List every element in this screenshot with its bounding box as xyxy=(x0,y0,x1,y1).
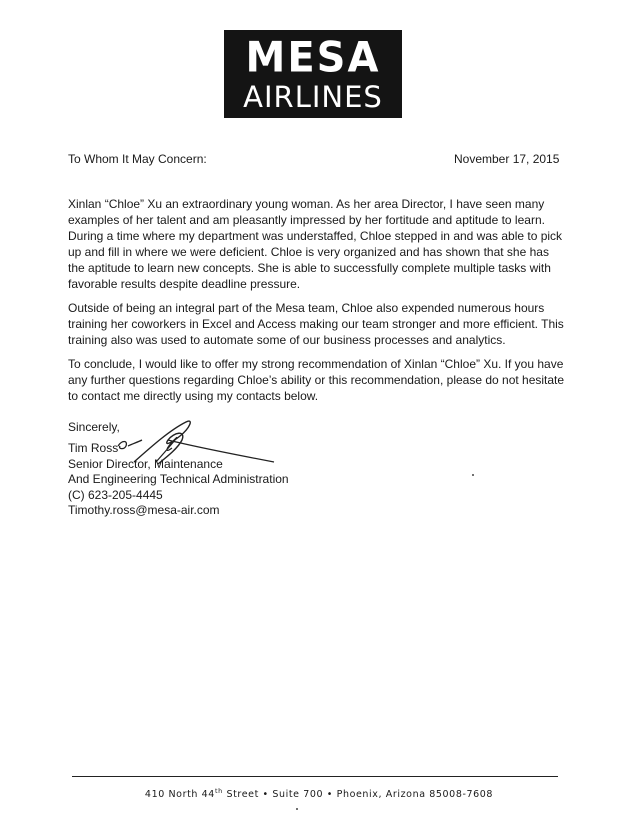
footer-address-number: 410 North 44 xyxy=(144,789,215,801)
salutation: To Whom It May Concern: xyxy=(68,152,207,166)
body-paragraph-1: Xinlan “Chloe” Xu an extraordinary young woman. As her area Director, I have seen many examples of her talent and am pleasantly impressed by her fortitude and aptitude to learn. During a time where my department was understaffed, Chloe stepped in and was able to pick up and fill in where we were deficient. Chloe is very organized and has shown that she has the aptitude to learn new concepts. She is able to successfully complete multiple tasks with favorable results despite deadline pressure. xyxy=(68,197,563,291)
footer-address xyxy=(0,787,638,800)
closing-line: Sincerely, xyxy=(68,420,120,434)
logo-line-2: AIRLINES xyxy=(243,80,383,114)
scan-speck xyxy=(296,808,298,810)
letter-body xyxy=(68,196,568,412)
signer-email: Timothy.ross@mesa-air.com xyxy=(68,503,220,517)
signer-department: And Engineering Technical Administration xyxy=(68,472,289,486)
logo-line-1: MESA xyxy=(245,33,381,83)
footer-address-superscript: th xyxy=(214,787,223,795)
signer-name: Tim Ross xyxy=(68,441,119,455)
footer-address-rest: Street • Suite 700 • Phoenix, Arizona 85008-7608 xyxy=(222,789,494,801)
signer-phone: (C) 623-205-4445 xyxy=(68,487,163,502)
handwritten-signature xyxy=(112,416,277,472)
letter-date: November 17, 2015 xyxy=(454,152,560,166)
body-paragraph-3: To conclude, I would like to offer my strong recommendation of Xinlan “Chloe” Xu. If you have any further questions regarding Chloe’s ability or this recommendation, please do not hesitate to contact me directly using my contacts below. xyxy=(68,357,565,403)
scan-speck xyxy=(472,474,474,476)
body-paragraph-2: Outside of being an integral part of the Mesa team, Chloe also expended numerous hours training her coworkers in Excel and Access making our team stronger and more efficient. This training also was used to automate some of our business processes and analytics. xyxy=(68,301,564,347)
signer-title: Senior Director, Maintenance xyxy=(68,456,223,471)
footer-divider xyxy=(72,776,558,777)
mesa-airlines-logo xyxy=(224,30,402,118)
